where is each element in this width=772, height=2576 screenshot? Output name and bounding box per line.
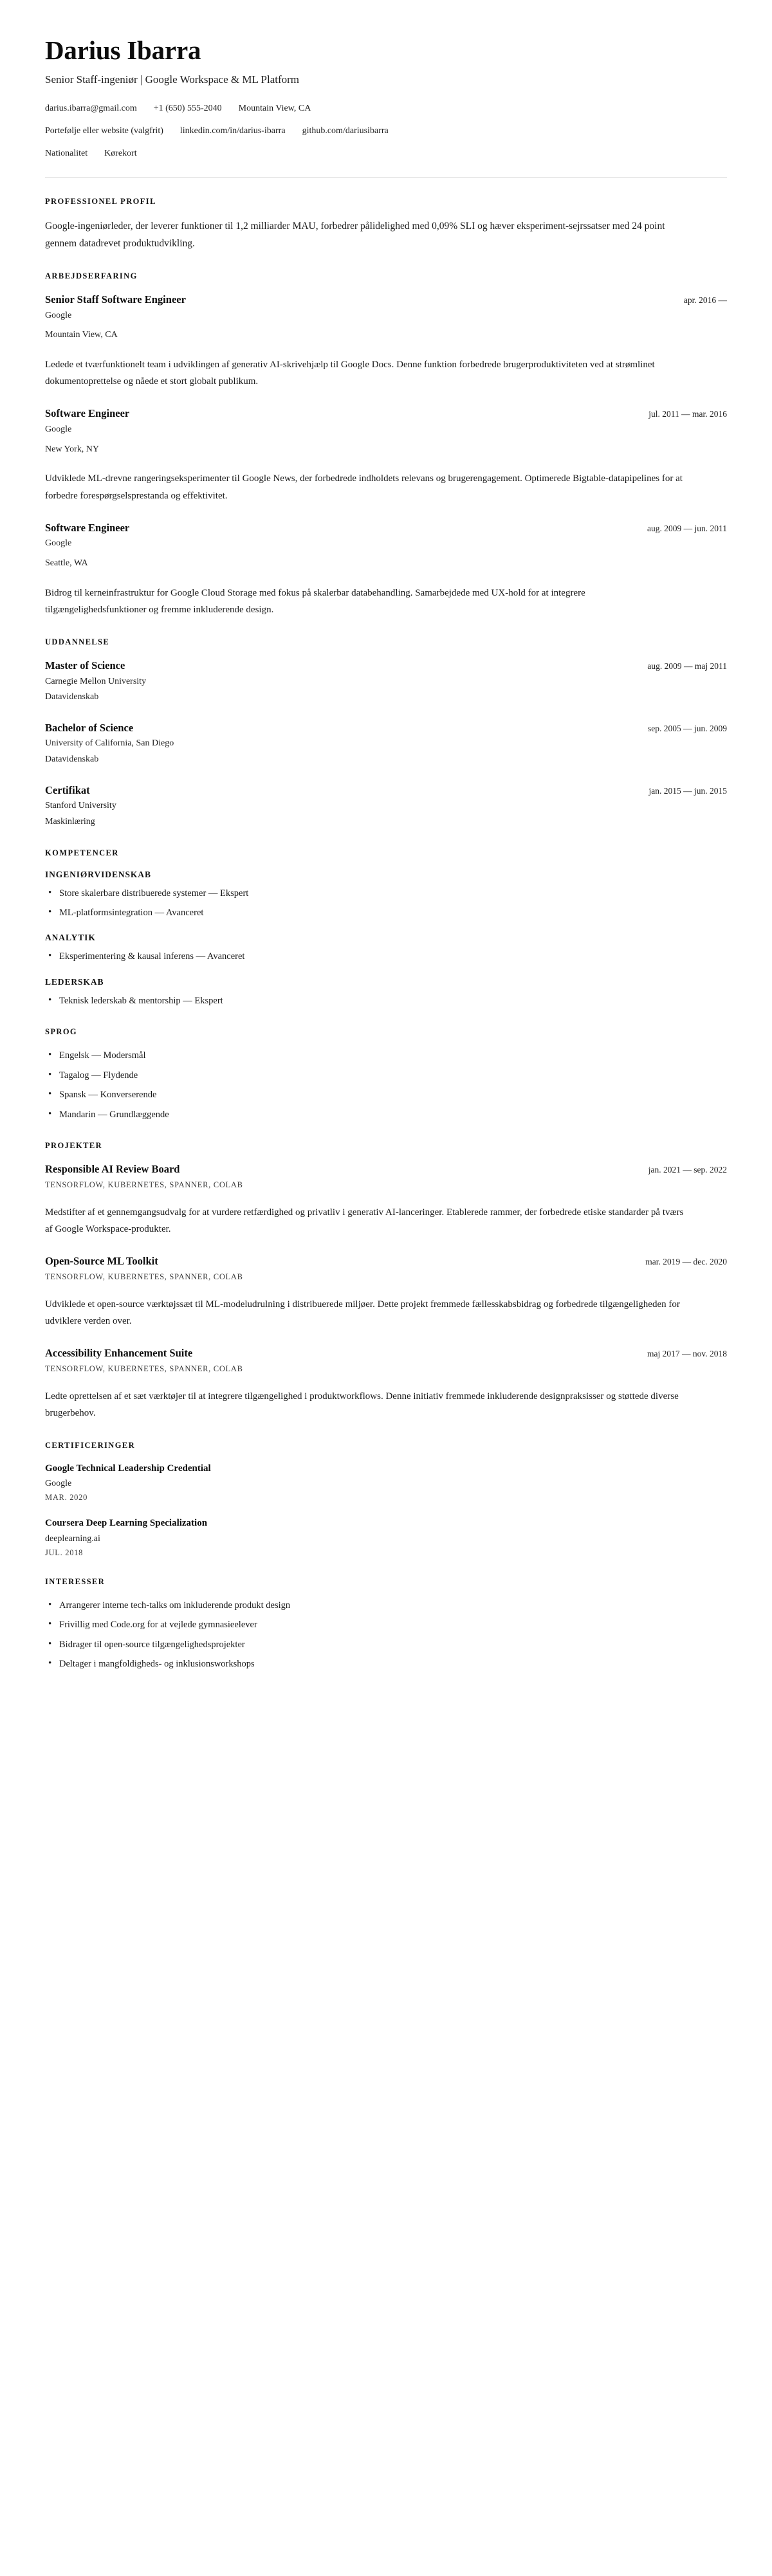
contact-row-extra	[45, 147, 727, 160]
candidate-name: Darius Ibarra	[45, 35, 201, 65]
degree-title: Bachelor of Science	[45, 721, 134, 734]
language-list	[45, 1048, 727, 1122]
contact-row-links	[45, 124, 727, 138]
project-tech-tags: TENSORFLOW, KUBERNETES, SPANNER, COLAB	[45, 1180, 243, 1189]
header-divider	[45, 177, 727, 178]
candidate-headline: Senior Staff-ingeniør | Google Workspace & ML Platform	[45, 73, 300, 86]
skill-group-title: INGENIØRVIDENSKAB	[45, 869, 151, 879]
certification-issuer: deeplearning.ai	[45, 1533, 100, 1544]
project-description: Ledte oprettelsen af et sæt værktøjer til at integrere tilgængelighed i produktworkflows. Denne initiativ fremmede inkluderende designpraksisser og støttede diverse brugerbehov.	[45, 1391, 679, 1418]
experience-entry	[45, 293, 727, 390]
job-company: Google	[45, 424, 72, 434]
job-title: Software Engineer	[45, 521, 130, 534]
education-entry-head	[45, 721, 727, 735]
interest-item: • Arrangerer interne tech-talks om inkluderende produkt design	[45, 1598, 727, 1612]
section-title-experience: ARBEJDSERFARING	[45, 271, 138, 281]
section-education	[45, 637, 727, 828]
section-title-education: UDDANNELSE	[45, 637, 110, 647]
skill-group	[45, 977, 727, 1008]
job-description: Udviklede ML-drevne rangeringseksperimenter til Google News, der forbedrede indholdets relevans og brugerengagement. Optimerede Bigtable-datapipelines for at forbedre forespørgselsprestanda og effektivitet.	[45, 473, 683, 501]
language-item: • Spansk — Konverserende	[45, 1088, 727, 1102]
field-of-study: Datavidenskab	[45, 692, 99, 702]
section-title-projects: PROJEKTER	[45, 1141, 102, 1151]
job-description: Bidrog til kerneinfrastruktur for Google Cloud Storage med fokus på skalerbar databehandling. Samarbejdede med UX-hold for at integrere tilgængelighedsfunktioner og fremme inkluderende design.	[45, 587, 585, 615]
project-description: Medstifter af et gennemgangsudvalg for at vurdere retfærdighed og privatliv i generativ AI-lanceringer. Etablerede rammer, der forbedrede etiske standarder på tværs af Google Workspace-produkter.	[45, 1207, 684, 1234]
project-tech-tags: TENSORFLOW, KUBERNETES, SPANNER, COLAB	[45, 1364, 243, 1373]
degree-date-range: jan. 2015 — jun. 2015	[648, 785, 727, 796]
language-item: • Mandarin — Grundlæggende	[45, 1108, 727, 1122]
degree-title: Certifikat	[45, 783, 90, 796]
experience-entry-head	[45, 406, 727, 420]
section-title-certifications: CERTIFICERINGER	[45, 1441, 136, 1450]
language-item: • Tagalog — Flydende	[45, 1068, 727, 1082]
skill-item: • ML-platformsintegration — Avanceret	[45, 906, 727, 920]
section-title-languages: SPROG	[45, 1027, 78, 1037]
section-experience	[45, 271, 727, 618]
education-entry	[45, 783, 727, 829]
project-entry-head	[45, 1346, 727, 1360]
school-name: University of California, San Diego	[45, 738, 174, 749]
project-entry	[45, 1254, 727, 1329]
skill-item: • Teknisk lederskab & mentorship — Ekspert	[45, 994, 727, 1008]
section-interests	[45, 1577, 727, 1672]
skill-item: • Store skalerbare distribuerede systemer — Ekspert	[45, 886, 727, 900]
field-of-study: Datavidenskab	[45, 754, 99, 765]
section-profile	[45, 197, 727, 252]
job-date-range: jul. 2011 — mar. 2016	[648, 409, 727, 419]
project-entry-head	[45, 1254, 727, 1268]
location-text: Mountain View, CA	[238, 103, 311, 113]
job-company: Google	[45, 538, 72, 549]
project-tech-tags: TENSORFLOW, KUBERNETES, SPANNER, COLAB	[45, 1272, 243, 1281]
interest-item: • Deltager i mangfoldigheds- og inklusionsworkshops	[45, 1657, 727, 1671]
profile-summary-text: Google-ingeniørleder, der leverer funktioner til 1,2 milliarder MAU, forbedrer pålidelighed med 0,09% SLI og hæver eksperiment-sejrssatser med 24 point gennem datadrevet produktudvikling.	[45, 220, 665, 249]
certification-title: Coursera Deep Learning Specialization	[45, 1518, 208, 1529]
project-entry	[45, 1346, 727, 1421]
experience-entry	[45, 521, 727, 618]
section-languages	[45, 1027, 727, 1122]
skill-list	[45, 994, 727, 1008]
degree-date-range: aug. 2009 — maj 2011	[647, 661, 727, 671]
resume-header	[45, 36, 727, 178]
certification-entry	[45, 1462, 727, 1503]
school-name: Carnegie Mellon University	[45, 676, 147, 686]
github-link[interactable]: github.com/dariusibarra	[302, 125, 389, 136]
degree-date-range: sep. 2005 — jun. 2009	[648, 723, 727, 733]
skill-group-title: ANALYTIK	[45, 933, 96, 943]
job-title: Senior Staff Software Engineer	[45, 293, 186, 306]
job-title: Software Engineer	[45, 407, 130, 420]
experience-entry	[45, 406, 727, 504]
phone-text: +1 (650) 555-2040	[153, 103, 222, 113]
project-title: Open-Source ML Toolkit	[45, 1255, 158, 1268]
education-entry-head	[45, 783, 727, 797]
project-date-range: mar. 2019 — dec. 2020	[645, 1257, 727, 1267]
skill-item: • Eksperimentering & kausal inferens — Avanceret	[45, 949, 727, 964]
education-entry	[45, 721, 727, 767]
interest-item: • Frivillig med Code.org for at vejlede gymnasieelever	[45, 1618, 727, 1632]
linkedin-link[interactable]: linkedin.com/in/darius-ibarra	[179, 125, 286, 136]
skill-list	[45, 886, 727, 920]
job-description: Ledede et tværfunktionelt team i udviklingen af generativ AI-skrivehjælp til Google Docs. Denne funktion forbedrede brugerproduktiviteten ved at strømlinet dokumentoprettelse og nåede et stort globalt publikum.	[45, 359, 655, 387]
experience-entry-head	[45, 521, 727, 534]
job-location: Seattle, WA	[45, 558, 88, 568]
experience-entry-head	[45, 293, 727, 306]
section-title-interests: INTERESSER	[45, 1576, 106, 1586]
job-location: New York, NY	[45, 444, 100, 454]
project-title: Accessibility Enhancement Suite	[45, 1347, 193, 1360]
job-date-range: apr. 2016 —	[683, 295, 727, 306]
driving-license-label: Kørekort	[104, 148, 137, 158]
contact-row-primary	[45, 102, 727, 115]
portfolio-placeholder-text: Portefølje eller website (valgfrit)	[45, 125, 163, 136]
education-entry	[45, 659, 727, 704]
job-company: Google	[45, 310, 72, 320]
job-location: Mountain View, CA	[45, 330, 118, 340]
certification-date: MAR. 2020	[45, 1493, 88, 1503]
skill-group	[45, 933, 727, 964]
project-entry-head	[45, 1162, 727, 1176]
project-date-range: jan. 2021 — sep. 2022	[648, 1165, 727, 1175]
email-text: darius.ibarra@gmail.com	[45, 103, 137, 113]
section-certifications	[45, 1441, 727, 1558]
section-title-skills: KOMPETENCER	[45, 848, 119, 857]
field-of-study: Maskinlæring	[45, 816, 95, 827]
project-title: Responsible AI Review Board	[45, 1163, 180, 1176]
section-projects	[45, 1141, 727, 1421]
section-skills	[45, 848, 727, 1009]
interest-list	[45, 1598, 727, 1672]
certification-title: Google Technical Leadership Credential	[45, 1463, 211, 1474]
project-description: Udviklede et open-source værktøjssæt til ML-modeludrulning i distribuerede miljøer. Dette projekt fremmede fællesskabsbidrag og forbedrede tilgængeligheden for udviklere verden over.	[45, 1299, 680, 1326]
certification-date: JUL. 2018	[45, 1548, 84, 1557]
education-entry-head	[45, 659, 727, 672]
project-entry	[45, 1162, 727, 1238]
skill-group-title: LEDERSKAB	[45, 976, 104, 987]
job-date-range: aug. 2009 — jun. 2011	[647, 523, 727, 533]
skill-list	[45, 949, 727, 964]
certification-entry	[45, 1517, 727, 1557]
school-name: Stanford University	[45, 801, 116, 811]
project-date-range: maj 2017 — nov. 2018	[647, 1349, 727, 1359]
degree-title: Master of Science	[45, 659, 125, 672]
skill-group	[45, 870, 727, 920]
language-item: • Engelsk — Modersmål	[45, 1048, 727, 1063]
nationality-label: Nationalitet	[45, 148, 88, 158]
interest-item: • Bidrager til open-source tilgængelighedsprojekter	[45, 1638, 727, 1652]
section-title-profile: PROFESSIONEL PROFIL	[45, 196, 156, 206]
certification-issuer: Google	[45, 1479, 72, 1489]
